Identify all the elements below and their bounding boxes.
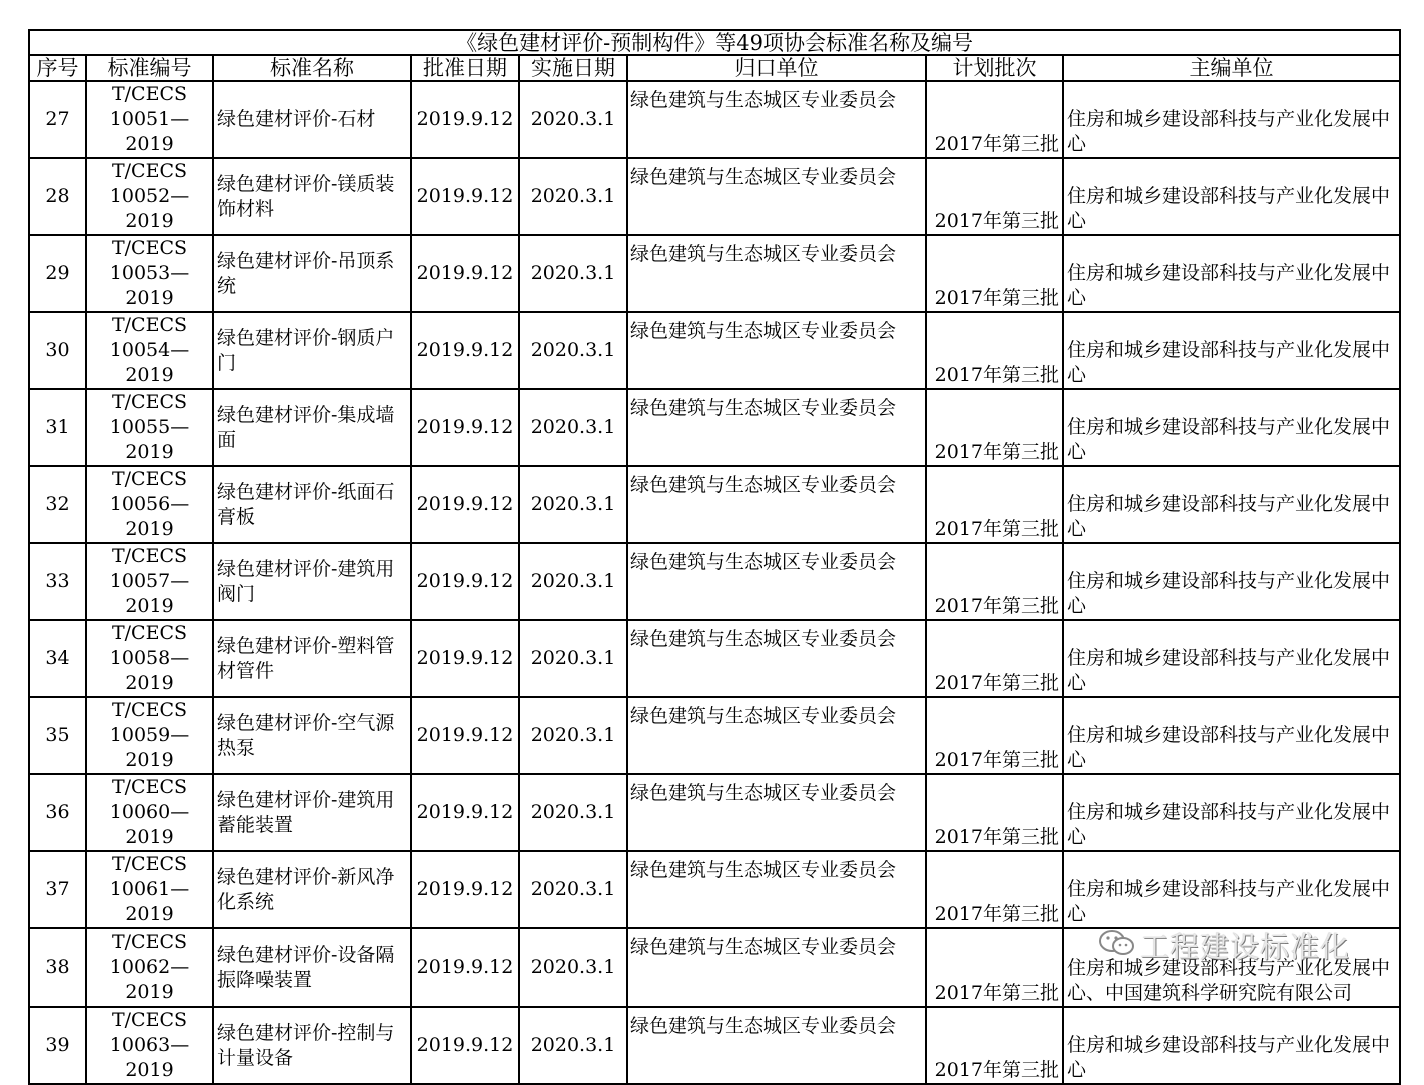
table-row: [29, 1007, 1400, 1084]
cell-approve-date: 2019.9.12: [411, 543, 519, 620]
cell-approve-date: 2019.9.12: [411, 81, 519, 158]
code-prefix: T/CECS: [111, 1009, 188, 1031]
cell-chief: 住房和城乡建设部科技与产业化发展中心、中国建筑科学研究院有限公司: [1063, 928, 1400, 1007]
header-batch: 计划批次: [926, 55, 1063, 81]
cell-unit: 绿色建筑与生态城区专业委员会: [627, 389, 926, 466]
cell-code: [86, 466, 213, 543]
cell-name: 绿色建材评价-设备隔振降噪装置: [213, 928, 411, 1007]
cell-chief: 住房和城乡建设部科技与产业化发展中心: [1063, 697, 1400, 774]
cell-unit: 绿色建筑与生态城区专业委员会: [627, 466, 926, 543]
cell-seq: 35: [29, 697, 86, 774]
code-number: 10062—2019: [109, 956, 190, 1003]
table-header-row: [29, 55, 1400, 81]
code-number: 10058—2019: [109, 647, 190, 694]
cell-implement-date: 2020.3.1: [519, 235, 627, 312]
table-title-row: [29, 30, 1400, 55]
cell-code: [86, 389, 213, 466]
cell-batch: 2017年第三批: [926, 235, 1063, 312]
cell-name: 绿色建材评价-钢质户门: [213, 312, 411, 389]
cell-chief: 住房和城乡建设部科技与产业化发展中心: [1063, 389, 1400, 466]
cell-name: 绿色建材评价-石材: [213, 81, 411, 158]
cell-batch: 2017年第三批: [926, 543, 1063, 620]
cell-chief: 住房和城乡建设部科技与产业化发展中心: [1063, 774, 1400, 851]
cell-implement-date: 2020.3.1: [519, 620, 627, 697]
cell-seq: 32: [29, 466, 86, 543]
cell-unit: 绿色建筑与生态城区专业委员会: [627, 158, 926, 235]
cell-unit: 绿色建筑与生态城区专业委员会: [627, 774, 926, 851]
cell-name: 绿色建材评价-控制与计量设备: [213, 1007, 411, 1084]
cell-unit: 绿色建筑与生态城区专业委员会: [627, 235, 926, 312]
cell-implement-date: 2020.3.1: [519, 1007, 627, 1084]
cell-chief: 住房和城乡建设部科技与产业化发展中心: [1063, 543, 1400, 620]
cell-implement-date: 2020.3.1: [519, 312, 627, 389]
code-prefix: T/CECS: [111, 699, 188, 721]
code-prefix: T/CECS: [111, 314, 188, 336]
cell-approve-date: 2019.9.12: [411, 312, 519, 389]
table-row: [29, 697, 1400, 774]
cell-code: [86, 774, 213, 851]
cell-chief: 住房和城乡建设部科技与产业化发展中心: [1063, 235, 1400, 312]
code-number: 10053—2019: [109, 262, 190, 309]
cell-chief: 住房和城乡建设部科技与产业化发展中心: [1063, 1007, 1400, 1084]
cell-seq: 30: [29, 312, 86, 389]
cell-chief: 住房和城乡建设部科技与产业化发展中心: [1063, 81, 1400, 158]
cell-name: 绿色建材评价-纸面石膏板: [213, 466, 411, 543]
cell-unit: 绿色建筑与生态城区专业委员会: [627, 543, 926, 620]
code-number: 10059—2019: [109, 724, 190, 771]
cell-chief: 住房和城乡建设部科技与产业化发展中心: [1063, 466, 1400, 543]
cell-seq: 31: [29, 389, 86, 466]
cell-implement-date: 2020.3.1: [519, 158, 627, 235]
table-row: [29, 235, 1400, 312]
cell-unit: 绿色建筑与生态城区专业委员会: [627, 851, 926, 928]
cell-code: [86, 697, 213, 774]
code-prefix: T/CECS: [111, 160, 188, 182]
code-prefix: T/CECS: [111, 391, 188, 413]
code-prefix: T/CECS: [111, 931, 188, 953]
cell-unit: 绿色建筑与生态城区专业委员会: [627, 928, 926, 1007]
cell-approve-date: 2019.9.12: [411, 774, 519, 851]
cell-seq: 39: [29, 1007, 86, 1084]
code-number: 10060—2019: [109, 801, 190, 848]
cell-approve-date: 2019.9.12: [411, 697, 519, 774]
code-number: 10061—2019: [109, 878, 190, 925]
cell-chief: 住房和城乡建设部科技与产业化发展中心: [1063, 851, 1400, 928]
header-implement-date: 实施日期: [519, 55, 627, 81]
code-number: 10051—2019: [109, 108, 190, 155]
table-row: [29, 312, 1400, 389]
cell-name: 绿色建材评价-空气源热泵: [213, 697, 411, 774]
cell-code: [86, 620, 213, 697]
cell-name: 绿色建材评价-建筑用阀门: [213, 543, 411, 620]
cell-implement-date: 2020.3.1: [519, 389, 627, 466]
code-number: 10055—2019: [109, 416, 190, 463]
cell-approve-date: 2019.9.12: [411, 389, 519, 466]
cell-seq: 33: [29, 543, 86, 620]
table-row: [29, 851, 1400, 928]
cell-batch: 2017年第三批: [926, 312, 1063, 389]
table-row: [29, 466, 1400, 543]
cell-chief: 住房和城乡建设部科技与产业化发展中心: [1063, 158, 1400, 235]
cell-approve-date: 2019.9.12: [411, 928, 519, 1007]
code-number: 10052—2019: [109, 185, 190, 232]
cell-seq: 29: [29, 235, 86, 312]
cell-name: 绿色建材评价-塑料管材管件: [213, 620, 411, 697]
table-row: [29, 389, 1400, 466]
table-row: [29, 543, 1400, 620]
watermark-text: 工程建设标准化: [1140, 930, 1351, 964]
table-row: [29, 774, 1400, 851]
cell-seq: 34: [29, 620, 86, 697]
code-prefix: T/CECS: [111, 776, 188, 798]
cell-implement-date: 2020.3.1: [519, 928, 627, 1007]
cell-code: [86, 158, 213, 235]
cell-approve-date: 2019.9.12: [411, 851, 519, 928]
cell-code: [86, 235, 213, 312]
cell-seq: 37: [29, 851, 86, 928]
cell-approve-date: 2019.9.12: [411, 235, 519, 312]
cell-code: [86, 851, 213, 928]
cell-code: [86, 81, 213, 158]
cell-chief: 住房和城乡建设部科技与产业化发展中心: [1063, 620, 1400, 697]
cell-unit: 绿色建筑与生态城区专业委员会: [627, 81, 926, 158]
header-seq: 序号: [29, 55, 86, 81]
header-chief: 主编单位: [1063, 55, 1400, 81]
cell-approve-date: 2019.9.12: [411, 1007, 519, 1084]
cell-batch: 2017年第三批: [926, 81, 1063, 158]
wechat-icon: [1097, 928, 1137, 958]
cell-batch: 2017年第三批: [926, 851, 1063, 928]
cell-approve-date: 2019.9.12: [411, 158, 519, 235]
cell-batch: 2017年第三批: [926, 697, 1063, 774]
cell-implement-date: 2020.3.1: [519, 851, 627, 928]
cell-code: [86, 543, 213, 620]
code-prefix: T/CECS: [111, 468, 188, 490]
cell-unit: 绿色建筑与生态城区专业委员会: [627, 312, 926, 389]
cell-code: [86, 1007, 213, 1084]
header-unit: 归口单位: [627, 55, 926, 81]
cell-approve-date: 2019.9.12: [411, 466, 519, 543]
code-prefix: T/CECS: [111, 83, 188, 105]
table-row: [29, 158, 1400, 235]
table-title: 《绿色建材评价-预制构件》等49项协会标准名称及编号: [29, 30, 1400, 55]
header-name: 标准名称: [213, 55, 411, 81]
cell-batch: 2017年第三批: [926, 928, 1063, 1007]
table-row: [29, 620, 1400, 697]
code-number: 10056—2019: [109, 493, 190, 540]
cell-name: 绿色建材评价-吊顶系统: [213, 235, 411, 312]
cell-seq: 27: [29, 81, 86, 158]
header-code: 标准编号: [86, 55, 213, 81]
cell-batch: 2017年第三批: [926, 466, 1063, 543]
cell-seq: 38: [29, 928, 86, 1007]
cell-code: [86, 312, 213, 389]
cell-batch: 2017年第三批: [926, 774, 1063, 851]
cell-seq: 28: [29, 158, 86, 235]
code-prefix: T/CECS: [111, 545, 188, 567]
table-row: [29, 81, 1400, 158]
cell-batch: 2017年第三批: [926, 158, 1063, 235]
cell-approve-date: 2019.9.12: [411, 620, 519, 697]
cell-name: 绿色建材评价-集成墙面: [213, 389, 411, 466]
cell-implement-date: 2020.3.1: [519, 81, 627, 158]
cell-unit: 绿色建筑与生态城区专业委员会: [627, 697, 926, 774]
code-prefix: T/CECS: [111, 622, 188, 644]
code-prefix: T/CECS: [111, 237, 188, 259]
cell-implement-date: 2020.3.1: [519, 466, 627, 543]
cell-batch: 2017年第三批: [926, 620, 1063, 697]
cell-implement-date: 2020.3.1: [519, 697, 627, 774]
cell-seq: 36: [29, 774, 86, 851]
cell-implement-date: 2020.3.1: [519, 774, 627, 851]
code-prefix: T/CECS: [111, 853, 188, 875]
cell-implement-date: 2020.3.1: [519, 543, 627, 620]
cell-name: 绿色建材评价-新风净化系统: [213, 851, 411, 928]
cell-name: 绿色建材评价-建筑用蓄能装置: [213, 774, 411, 851]
cell-chief: 住房和城乡建设部科技与产业化发展中心: [1063, 312, 1400, 389]
cell-code: [86, 928, 213, 1007]
code-number: 10057—2019: [109, 570, 190, 617]
cell-name: 绿色建材评价-镁质装饰材料: [213, 158, 411, 235]
code-number: 10063—2019: [109, 1034, 190, 1081]
cell-unit: 绿色建筑与生态城区专业委员会: [627, 1007, 926, 1084]
cell-batch: 2017年第三批: [926, 1007, 1063, 1084]
header-approve-date: 批准日期: [411, 55, 519, 81]
code-number: 10054—2019: [109, 339, 190, 386]
cell-unit: 绿色建筑与生态城区专业委员会: [627, 620, 926, 697]
cell-batch: 2017年第三批: [926, 389, 1063, 466]
